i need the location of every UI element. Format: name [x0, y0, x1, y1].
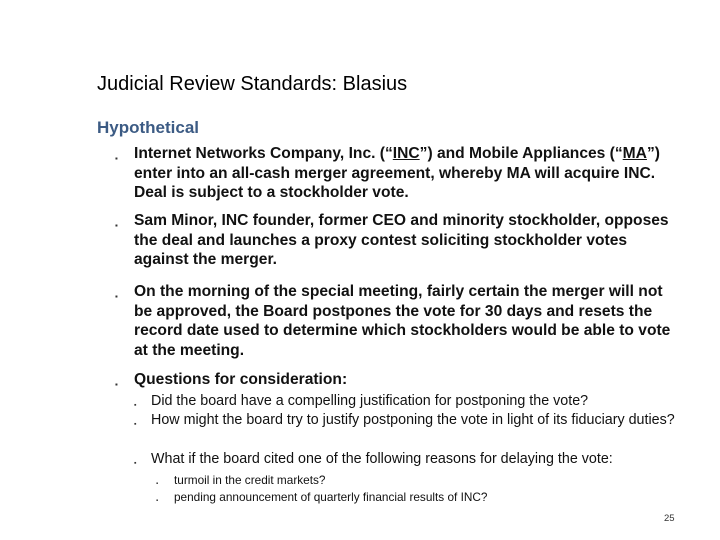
bullet-text: Internet Networks Company, Inc. (“INC”) and Mobile Appliances (“MA”) enter into an all-cash merger agreement, whereby MA will acquire INC. Deal is subject to a stockholder vote. — [134, 145, 660, 201]
defined-term: INC — [392, 145, 420, 162]
bullet-marker: ▪ — [115, 221, 118, 230]
bullet-marker: ▪ — [156, 498, 159, 504]
bullet-marker: ▪ — [115, 154, 118, 163]
sub-bullet-item — [134, 393, 684, 411]
bullet-marker: ▪ — [134, 402, 137, 409]
sub-bullet-item — [134, 451, 684, 469]
slide-subtitle: Hypothetical — [97, 118, 200, 137]
sub-bullet-text: Did the board have a compelling justification for postponing the vote? — [151, 393, 589, 409]
bullet-marker: ▪ — [134, 460, 137, 467]
sub-bullet-item — [134, 412, 684, 430]
sub-sub-bullet-text: pending announcement of quarterly financial results of INC? — [174, 490, 488, 504]
sub-sub-bullet-item — [156, 473, 676, 488]
bullet-text: Sam Minor, INC founder, former CEO and minority stockholder, opposes the deal and launches a proxy contest soliciting stockholder votes against the merger. — [134, 212, 669, 268]
bullet-item — [115, 282, 685, 360]
defined-term: MA — [622, 145, 647, 162]
sub-sub-bullet-item — [156, 490, 676, 505]
sub-bullet-text: What if the board cited one of the following reasons for delaying the vote: — [151, 451, 613, 467]
bullet-marker: ▪ — [156, 481, 159, 487]
bullet-item — [115, 370, 685, 390]
bullet-text: On the morning of the special meeting, fairly certain the merger will not be approved, the Board postpones the vote for 30 days and resets the record date used to determine which stockholders would be able to vote at the meeting. — [134, 283, 671, 359]
bullet-text: Questions for consideration: — [134, 371, 348, 388]
bullet-marker: ▪ — [115, 292, 118, 301]
bullet-item — [115, 211, 685, 270]
sub-sub-bullet-text: turmoil in the credit markets? — [174, 473, 326, 487]
bullet-marker: ▪ — [134, 421, 137, 428]
sub-bullet-text: How might the board try to justify postponing the vote in light of its fiduciary duties? — [151, 412, 675, 428]
bullet-item — [115, 144, 685, 203]
bullet-marker: ▪ — [115, 380, 118, 389]
page-number: 25 — [664, 513, 675, 524]
slide-title: Judicial Review Standards: Blasius — [97, 73, 408, 95]
